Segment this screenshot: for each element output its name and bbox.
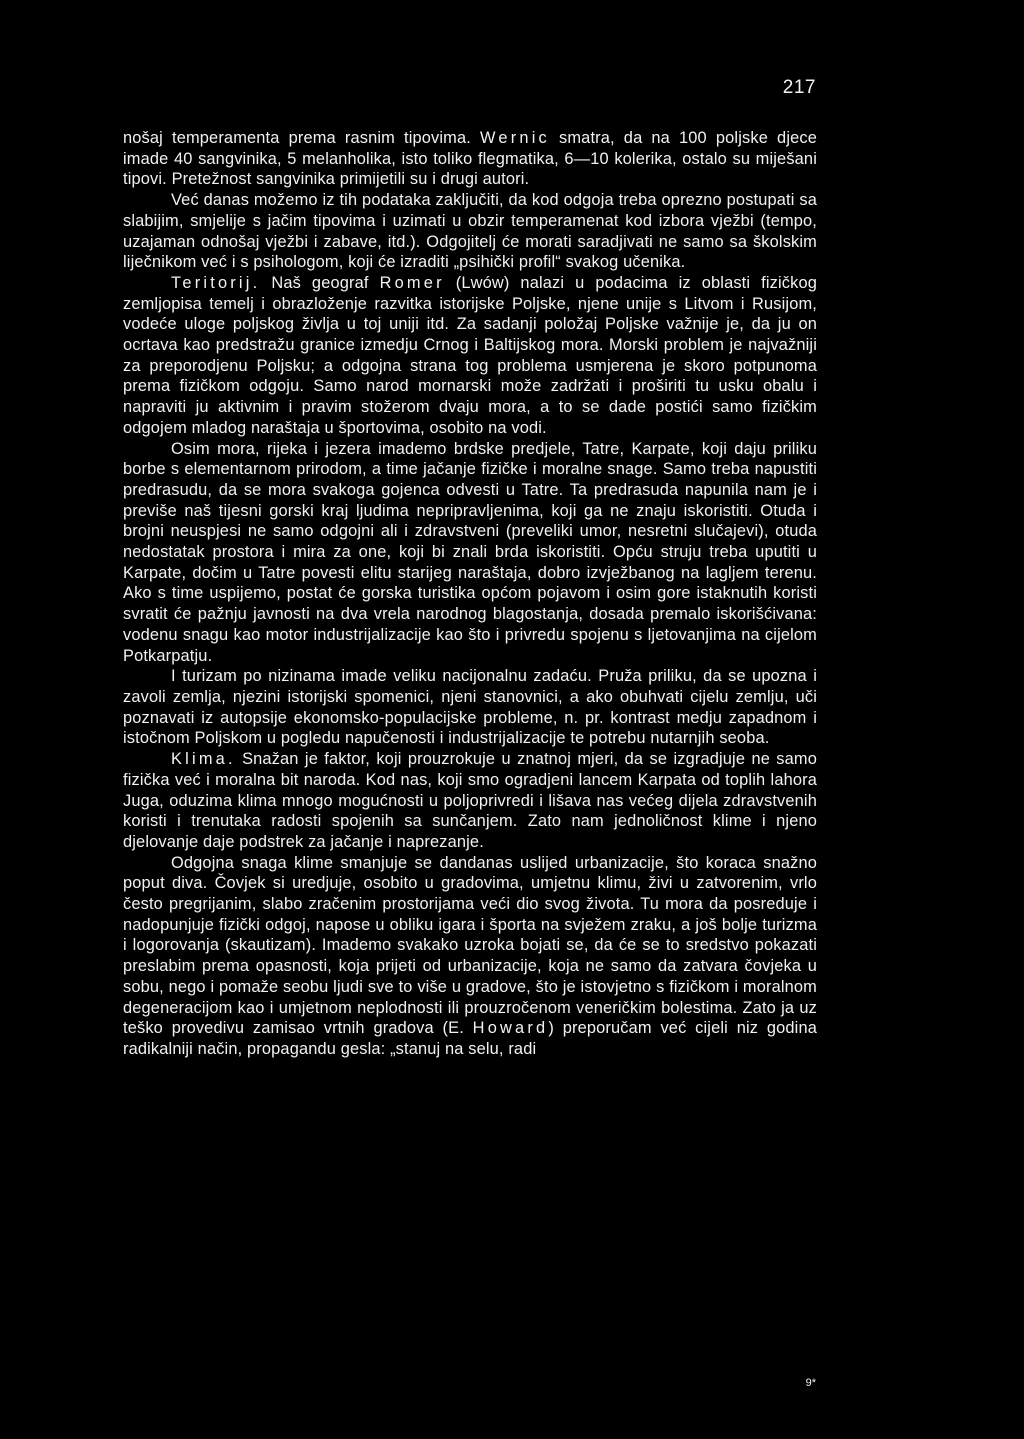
text-run: smatra, da na 100 poljske djece imade 40 sangvinika, 5 melanholika, isto toliko flegmatika, 6—10 kolerika, ostalo su miješani tipovi. Pretežnost sangvinika primijetili su i drugi autori. <box>123 129 817 189</box>
page-number: 217 <box>782 77 816 98</box>
text-run: Snažan je faktor, koji prouzrokuje u znatnoj mjeri, da se izgradjuje ne samo fizička već i moralna bit naroda. Kod nas, koji smo ogradjeni lancem Karpata od toplih lahora Juga, oduzima klima mnogo mogućnosti u poljoprivredi i lišava nas većeg dijela zdravstvenih koristi i trenutaka radosti spojenih sa sunčanjem. Zato nam jednoličnost klime i njeno djelovanje daje podstrek za jačanje i naprezanje. <box>123 750 817 851</box>
body-text <box>123 128 817 1060</box>
text-run: nošaj temperamenta prema rasnim tipovima. <box>123 129 481 147</box>
spaced-emphasis: Klima. <box>171 750 236 769</box>
text-run: Naš geograf <box>260 273 380 292</box>
paragraph <box>123 273 817 439</box>
text-run: ) preporučam već cijeli niz godina radikalniji način, propagandu gesla: „stanuj na selu, radi <box>123 1019 818 1058</box>
spaced-emphasis: Romer <box>379 273 445 292</box>
spaced-emphasis: Teritorij. <box>171 273 261 292</box>
signature-mark: 9* <box>805 1377 816 1389</box>
paragraph <box>123 128 817 190</box>
paragraph <box>123 190 817 273</box>
spaced-emphasis: Howard <box>472 1019 549 1038</box>
paragraph <box>123 749 817 853</box>
text-run: Već danas možemo iz tih podataka zaključiti, da kod odgoja treba oprezno postupati sa slabijim, smjelije s jačim tipovima i uzimati u obzir temperamenat kod izbora vježbi (tempo, uzajaman odnošaj vježbi i zabave, itd.). Odgojitelj će morati saradjivati ne samo sa školskim liječnikom već i s psihologom, koji će izraditi „psihički profil“ svakog učenika. <box>123 191 817 272</box>
paragraph <box>123 439 817 667</box>
text-run: I turizam po nizinama imade veliku nacijonalnu zadaću. Pruža priliku, da se upozna i zavoli zemlja, njezini istorijski spomenici, njeni stanovnici, a ako obuhvati cijelu zemlju, uči poznavati iz autopsije ekonomsko-populacijske probleme, n. pr. kontrast medju zapadnom i istočnom Poljskom u pogledu napučenosti i industrijalizacije te potrebu nutarnjih seoba. <box>123 667 817 748</box>
spaced-emphasis: Wernic <box>480 129 550 147</box>
text-run: Odgojna snaga klime smanjuje se dandanas uslijed urbanizacije, što koraca snažno poput diva. Čovjek si uredjuje, osobito u gradovima, umjetnu klimu, živi u zatvorenim, vrlo često pregrijanim, slabo zračenim prostorijama veći dio svog života. Tu mora da posreduje i nadopunjuje fizički odgoj, napose u obliku igara i športa na svježem zraku, a još bolje turizma i logorovanja (skautizam). Imademo svakako uzroka bojati se, da će se to sredstvo pokazati preslabim prema opasnosti, koja prijeti od urbanizacije, koja ne samo da zatvara čovjeka u sobu, nego i pomaže seobu ljudi sve to više u gradove, što je istovjetno s fizičkom i moralnom degeneracijom kao i umjetnom neplodnosti ili prouzročenom veneričkim bolestima. Zato ja uz teško provedivu zamisao vrtnih gradova (E. <box>123 853 817 1038</box>
text-run: (Lwów) nalazi u podacima iz oblasti fizičkog zemljopisa temelj i obrazloženje razvitka istorijske Poljske, njene unije s Litvom i Rusijom, vodeće uloge poljskog življa u toj uniji itd. Za sadanji položaj Poljske važnije je, da ju on ocrtava kao predstražu granice izmedju Crnog i Baltijskog mora. Morski problem je najvažniji za preporodjenu Poljsku; a odgojna strana tog problema usmjerena je skoro potpunoma prema fizičkom odgoju. Samo narod mornarski može zadržati i proširiti tu usku obalu i napraviti ju aktivnim i pravim stožerom dvaju mora, a to se dade postići samo fizičkim odgojem mladog naraštaja u športovima, osobito na vodi. <box>123 273 818 437</box>
paragraph <box>123 666 817 749</box>
text-run: Osim mora, rijeka i jezera imademo brdske predjele, Tatre, Karpate, koji daju priliku borbe s elementarnom prirodom, a time jačanje fizičke i moralne snage. Samo treba napustiti predrasudu, da se mora svakoga gojenca odvesti u Tatre. Ta predrasuda napunila nam je i previše naš tijesni gorski kraj ljudima nepripravljenima, koji ga ne znaju iskoristiti. Otuda i brojni neuspjesi ne samo odgojni ali i zdravstveni (preveliki umor, nesretni slučajevi), otuda nedostatak prostora i mira za one, koji bi znali brda iskoristiti. Opću struju treba uputiti u Karpate, dočim u Tatre povesti elitu starijeg naraštaja, dobro izvježbanog na lagljem terenu. Ako s time uspijemo, postat će gorska turistika općom pojavom i osim gore istaknutih koristi svratit će pažnju javnosti na dva vrela narodnog blagostanja, dosada premalo iskorišćivana: vodenu snagu kao motor industrijalizacije kao što i privredu spojenu s ljetovanjima na cijelom Potkarpatju. <box>123 439 817 665</box>
paragraph <box>123 853 817 1060</box>
